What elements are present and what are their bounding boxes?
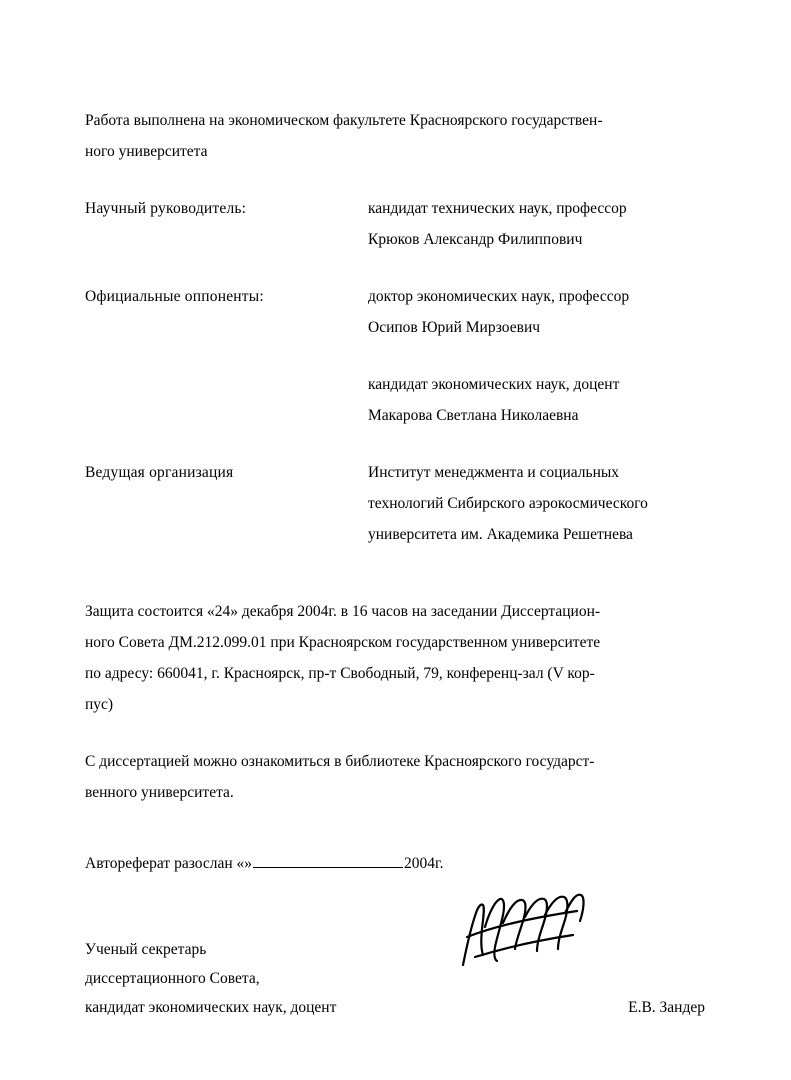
field-value-lead-organization-line-2: технологий Сибирского аэрокосмического (368, 495, 648, 512)
field-value-lead-organization (368, 457, 705, 550)
field-value-opponents-line-2: Осипов Юрий Мирзоевич (368, 319, 541, 336)
field-value-opponent-second-line-1: кандидат экономических наук, доцент (368, 376, 620, 393)
field-value-opponent-second-line-2: Макарова Светлана Николаевна (368, 407, 579, 424)
spacer-before-defense (85, 550, 705, 596)
field-value-opponents (368, 281, 705, 343)
field-row-opponent-second (85, 369, 705, 431)
library-line-1-text: С диссертацией можно ознакомиться в библиотеке Красноярского государст- (85, 753, 595, 770)
defense-line-4-text: пус) (85, 696, 114, 713)
spacer-before-library (85, 720, 705, 746)
field-value-lead-organization-line-3: университета им. Академика Решетнева (368, 526, 633, 543)
spacer-before-sent (85, 808, 705, 834)
field-label-opponents: Официальные оппоненты: (85, 288, 264, 305)
abstract-sent-blank[interactable] (253, 853, 403, 868)
secretary-line-2: диссертационного Совета, (85, 970, 260, 987)
library-line-2-text: венного университета. (85, 784, 234, 801)
field-value-opponents-line-1: доктор экономических наук, профессор (368, 288, 630, 305)
intro-line-1 (85, 105, 705, 136)
intro-line-2 (85, 136, 705, 167)
abstract-sent-prefix: Автореферат разослан «» (85, 855, 253, 872)
secretary-line-3-row (85, 993, 705, 1022)
library-paragraph (85, 746, 705, 808)
secretary-block (85, 935, 705, 1022)
field-label-lead-organization: Ведущая организация (85, 464, 234, 481)
library-line-2 (85, 777, 705, 808)
defense-line-2-text: ного Совета ДМ.212.099.01 при Красноярском государственном университете (85, 634, 601, 651)
defense-line-2 (85, 627, 705, 658)
field-row-opponents (85, 281, 705, 343)
field-value-supervisor-line-1: кандидат технических наук, профессор (368, 200, 627, 217)
field-label-supervisor: Научный руководитель: (85, 200, 247, 217)
defense-line-1-text: Защита состоится «24» декабря 2004г. в 16 часов на заседании Диссертацион- (85, 603, 601, 620)
field-value-supervisor (368, 193, 705, 255)
field-row-supervisor (85, 193, 705, 255)
field-value-lead-organization-line-1: Институт менеджмента и социальных (368, 464, 620, 481)
field-row-lead-organization (85, 457, 705, 550)
spacer-before-sent-extra (85, 834, 705, 848)
abstract-sent-suffix: 2004г. (404, 855, 444, 872)
secretary-line-1: Ученый секретарь (85, 941, 207, 958)
intro-paragraph (85, 105, 705, 167)
defense-line-3 (85, 658, 705, 689)
secretary-name: Е.В. Зандер (628, 999, 705, 1016)
field-value-opponent-second (368, 369, 705, 431)
document-content (85, 105, 705, 1022)
intro-line-2-text: ного университета (85, 143, 208, 160)
defense-paragraph (85, 596, 705, 720)
library-line-1 (85, 746, 705, 777)
defense-line-1 (85, 596, 705, 627)
intro-line-1-text: Работа выполнена на экономическом факультете Красноярского государствен- (85, 112, 603, 129)
secretary-line-3: кандидат экономических наук, доцент (85, 999, 337, 1016)
defense-line-4 (85, 689, 705, 720)
spacer-before-signature (85, 879, 705, 905)
field-value-supervisor-line-2: Крюков Александр Филиппович (368, 231, 583, 248)
defense-line-3-text: по адресу: 660041, г. Красноярск, пр-т Свободный, 79, конференц-зал (V кор- (85, 665, 595, 682)
abstract-sent-line (85, 848, 705, 879)
